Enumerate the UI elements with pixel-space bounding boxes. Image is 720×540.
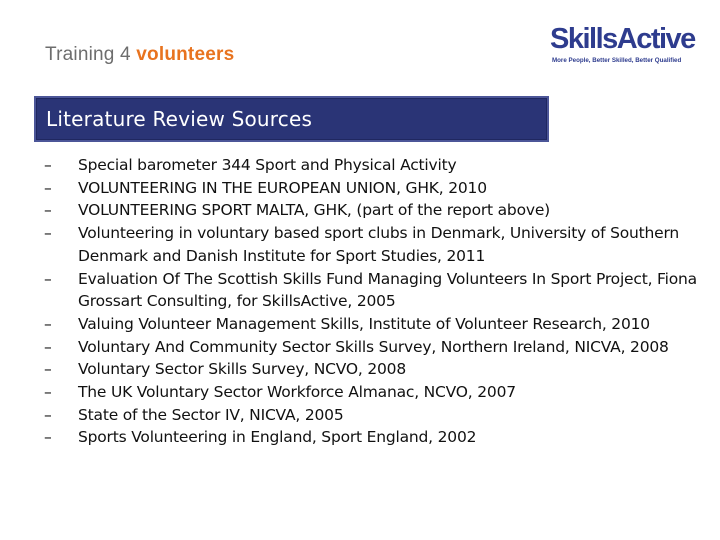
bullet-dash: – [44, 383, 52, 402]
list-item [44, 404, 704, 427]
slide-title [45, 44, 234, 66]
list-item [44, 154, 704, 177]
list-item-text: VOLUNTEERING IN THE EUROPEAN UNION, GHK, 2010 [78, 178, 487, 197]
list-item [44, 313, 704, 336]
sources-list [44, 154, 704, 449]
list-item [44, 426, 704, 449]
bullet-dash: – [44, 360, 52, 379]
title-accent: volunteers [136, 44, 235, 65]
bullet-dash: – [44, 156, 52, 174]
title-prefix: Training 4 [45, 44, 137, 65]
list-item [44, 358, 704, 381]
banner-heading: Literature Review Sources [46, 107, 313, 131]
list-item-text: Voluntary Sector Skills Survey, NCVO, 2008 [78, 360, 406, 379]
list-item [44, 177, 704, 200]
list-item-text: Sports Volunteering in England, Sport England, 2002 [78, 428, 477, 447]
list-item-text: VOLUNTEERING SPORT MALTA, GHK, (part of the report above) [78, 201, 551, 220]
bullet-dash: – [44, 269, 52, 288]
bullet-dash: – [44, 405, 52, 424]
bullet-dash: – [44, 428, 52, 447]
bullet-dash: – [44, 314, 52, 333]
list-item-text: The UK Voluntary Sector Workforce Almanac, NCVO, 2007 [78, 383, 516, 402]
section-banner [34, 96, 549, 142]
bullet-dash: – [44, 337, 52, 356]
list-item-text: Evaluation Of The Scottish Skills Fund Managing Volunteers In Sport Project, Fiona Grossart Consulting, for SkillsActive, 2005 [78, 269, 697, 311]
bullet-dash: – [44, 201, 52, 220]
list-item-text: Special barometer 344 Sport and Physical Activity [78, 156, 457, 174]
skillsactive-logo [550, 22, 700, 68]
list-item-text: Volunteering in voluntary based sport clubs in Denmark, University of Southern Denmark and Danish Institute for Sport Studies, 2011 [78, 224, 679, 265]
bullet-dash: – [44, 224, 52, 243]
list-item [44, 268, 704, 313]
list-item-text: Voluntary And Community Sector Skills Survey, Northern Ireland, NICVA, 2008 [78, 337, 669, 356]
list-item-text: Valuing Volunteer Management Skills, Institute of Volunteer Research, 2010 [78, 314, 650, 333]
list-item [44, 199, 704, 222]
list-item [44, 336, 704, 359]
logo-wordmark: SkillsActive [550, 23, 695, 55]
logo-tagline: More People, Better Skilled, Better Qualified [552, 57, 682, 64]
list-item-text: State of the Sector IV, NICVA, 2005 [78, 405, 344, 424]
list-item [44, 222, 704, 267]
bullet-dash: – [44, 178, 52, 197]
list-item [44, 381, 704, 404]
